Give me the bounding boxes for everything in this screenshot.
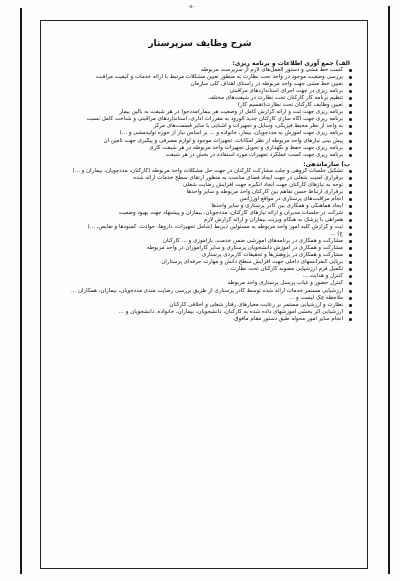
list-item-text: تعیین وظایف کارکنان تحت نظارت(تقسیم کار): [237, 102, 343, 109]
list-item: [52, 309, 352, 316]
section-heading: الف) جمع آوری اطلاعات و برنامه ریزی:: [232, 60, 350, 67]
bullet-icon: [349, 97, 352, 100]
list-item: [52, 109, 352, 116]
page-top-mark: -۸-: [188, 4, 195, 10]
list-item: [52, 252, 352, 259]
list-item: [52, 138, 352, 145]
list-item: [52, 280, 352, 287]
bullet-icon: [349, 233, 352, 236]
bullet-icon: [349, 132, 352, 135]
bullet-icon: [349, 191, 352, 194]
list-item: [52, 266, 352, 273]
scan-border-left: [20, 8, 22, 574]
scan-border-right: [388, 6, 390, 574]
list-item-text: انجام سایر امور محوله طبق دستور مقام مافوق: [234, 315, 343, 322]
list-item-text: تشکیل جلسات گروهی و جلب مشارکت کارکنان در جهت حل مشکلات واحد مربوطه (کارکنان، مددجویان، بیماران و ...): [72, 167, 343, 174]
bullet-icon: [349, 76, 352, 79]
list-item-text: برنامه ریزی جهت آموزش به مددجویان، بیمار، خانواده و ... بر اساس نیاز از حوزه تولیدمشی و ...): [119, 130, 343, 137]
list-item-text: برنامه ریزی جهت ثبت و ارائه گزارش کامل از وضعیت هر بیمار)مددجو( در هر شیفت به بالین بیمار: [119, 109, 343, 116]
list-item-text: توجه به نیازهای کارکنان جهت ایجاد انگیزه جهت افزایش رضایت شغلی: [183, 181, 343, 188]
list-item-text: تکمیل فرم ارزشیابی مصوبه کارکنان تحت نظارت...: [225, 266, 343, 273]
list-item: [52, 196, 352, 203]
bullet-icon: [349, 69, 352, 72]
list-item-text: ارزشیابی اثر بخشی آموزشهای داده شده به کارکنان، دانشجویان، بیماران، خانواده، دانشجویان و ...: [118, 308, 343, 315]
bullet-icon: [349, 170, 352, 173]
document-body: [52, 60, 352, 325]
list-item: [52, 203, 352, 210]
list-item: [52, 74, 352, 81]
bullet-icon: [349, 205, 352, 208]
list-item: [52, 67, 352, 74]
bullet-icon: [349, 125, 352, 128]
list-item: [52, 302, 352, 309]
list-item-text: ج) ...: [330, 231, 343, 238]
list-item-text: ثبت و گزارش کلیه امور واحد مربوطه به مسئولین ذیربط (شامل تجهیزات، داروها، حوادث، کمبودها و نقایص، ...): [87, 224, 343, 231]
bullet-icon: [349, 318, 352, 321]
list-item-text: مشارکت و همکاری در آموزش دانشجویان پرستاری و سایر کارآموزان در واحد مربوطه: [146, 245, 343, 252]
list-item: [52, 123, 352, 130]
list-item: [52, 152, 352, 159]
bullet-icon: [349, 290, 352, 293]
list-item-text: مشارکت و همکاری در برنامه‌های آموزشی ضمن خدمت، بازآموزی و ... کارکنان: [162, 238, 343, 245]
list-item-text: ملاحظه چک لیست و ...: [289, 294, 343, 301]
bullet-icon: [349, 219, 352, 222]
list-item: [52, 81, 352, 88]
list-item-text: بررسی وضعیت موجود در واحد تحت نظارت به منظور تعیین مشکلات مرتبط با ارائه خدمات و کیفیت مراقبت: [95, 74, 343, 81]
list-item: [52, 295, 352, 302]
bullet-icon: [349, 261, 352, 264]
list-item-text: برقراری امنیت شغلی در جهت ایجاد فضای مناسب به منظور ارتقای سطح خدمات ارائه شده: [133, 174, 343, 181]
list-item: [52, 102, 352, 109]
list-item-text: برنامه ریزی جهت آگاه سازی کارکنان جدید الورود به مقررات اداری، استانداردهای مراقبتی و شناخت کامل نسبت: [86, 116, 343, 123]
bullet-icon: [349, 177, 352, 180]
list-item: [52, 210, 352, 217]
list-item: [52, 95, 352, 102]
list-item-text: مشارکت و همکاری در پژوهش‌ها و تحقیقات کاربردی پرستاری: [202, 252, 343, 259]
list-item: [52, 224, 352, 231]
document-title: شرح وظایف سرپرستار: [148, 39, 252, 49]
list-item-text: برنامه ریزی در جهت اجرای استانداردهای مراقبتی: [229, 88, 343, 95]
bullet-icon: [349, 140, 352, 143]
bullet-icon: [349, 90, 352, 93]
list-item-text: کنترل و هدایت ...: [302, 273, 343, 280]
list-item: [52, 316, 352, 323]
bullet-icon: [349, 304, 352, 307]
list-item-text: همراهی با پزشک به هنگام ویزیت بیماران و ارائه گزارش لازم: [203, 217, 343, 224]
list-item: [52, 245, 352, 252]
list-item: [52, 175, 352, 182]
bullet-icon: [349, 297, 352, 300]
section-heading: ب) سازماندهی:: [303, 160, 350, 168]
bullet-icon: [349, 184, 352, 187]
list-item: [52, 88, 352, 95]
list-item: [52, 116, 352, 123]
bullet-icon: [349, 240, 352, 243]
list-item-text: ارزشیابی مستمر خدمات ارائه شده توسط کادر پرستاری از طریق بررسی رضایت مندی مددجویان، بیماران، همکاران ...: [70, 287, 343, 294]
bullet-icon: [349, 147, 352, 150]
bullet-icon: [349, 198, 352, 201]
list-item-text: کسب خط مشی و دستور العمل‌های لازم از سرپرست مربوطه: [201, 67, 343, 74]
list-item-text: برقراری ارتباط حسن تفاهم بین کارکنان واحد مربوطه و سایر واحدها: [186, 188, 343, 195]
list-item-text: نظارت و ارزشیابی مستمر بر رعایت معیارهای رفتار شغلی و اخلاقی کارکنان: [169, 301, 343, 308]
list-item-text: تنظیم برنامه کار کارکنان تحت نظارت در شیفت‌های مختلف: [208, 95, 343, 102]
bullet-icon: [349, 311, 352, 314]
list-item: [52, 238, 352, 245]
list-item-text: ایجاد هماهنگی و همکاری بین کادر پرستاری و سایر واحدها: [211, 202, 343, 209]
list-item-text: تعیین خط مشی جهت واحد مربوطه در راستای اهداف کلی سازمان: [190, 81, 343, 88]
bullet-icon: [349, 83, 352, 86]
list-item: [52, 130, 352, 137]
list-item: [52, 189, 352, 196]
bullet-icon: [349, 118, 352, 121]
list-item: [52, 273, 352, 280]
list-item: [52, 168, 352, 175]
list-item: [52, 182, 352, 189]
list-item: [52, 288, 352, 295]
bullet-icon: [349, 268, 352, 271]
list-item: [52, 145, 352, 152]
bullet-icon: [349, 275, 352, 278]
list-item-text: برپایی کنفرانسهای داخلی جهت افزایش سطح دانش و مهارت حرفه‌ای پرستاران: [161, 259, 343, 266]
bullet-icon: [349, 111, 352, 114]
list-item-text: کنترل حضور و غیاب پرسنل پرستاری واحد مربوطه: [227, 280, 343, 287]
bullet-icon: [349, 247, 352, 250]
list-item: [52, 231, 352, 238]
list-item-text: به واحد از نظر محیط فیزیکی، وسایل و تجهیزات و آشنایی با سایر قسمت‌های مرکز: [153, 123, 343, 130]
bullet-icon: [349, 104, 352, 107]
bullet-icon: [349, 254, 352, 257]
list-item-text: شرکت در جلسات مدیران و ارائه نیازهای کارکنان، مددجویان، بیماران و پیشنهاد جهت بهبود وضعیت: [118, 209, 343, 216]
list-item-text: برنامه ریزی جهت حفظ و نگهداری و تحویل تجهیزات واحد مربوطه در هر شیفت کاری: [149, 144, 343, 151]
bullet-icon: [349, 226, 352, 229]
list-item: [52, 259, 352, 266]
list-item-text: پیش بینی نیازهای واحد مربوطه از نظر امکانات، تجهیزات موجود و لوازم مصرفی و پیگیری جهت تأمین آن: [103, 137, 343, 144]
list-item: [52, 217, 352, 224]
bullet-icon: [349, 154, 352, 157]
list-item-text: برنامه ریزی جهت کسب عملکرد تجهیزات مورد استفاده در بخش در هر شیفت: [165, 151, 343, 158]
bullet-icon: [349, 282, 352, 285]
bullet-icon: [349, 212, 352, 215]
list-item-text: انجام مراقبت‌های پرستاری در مواقع اورژانس: [239, 195, 343, 202]
